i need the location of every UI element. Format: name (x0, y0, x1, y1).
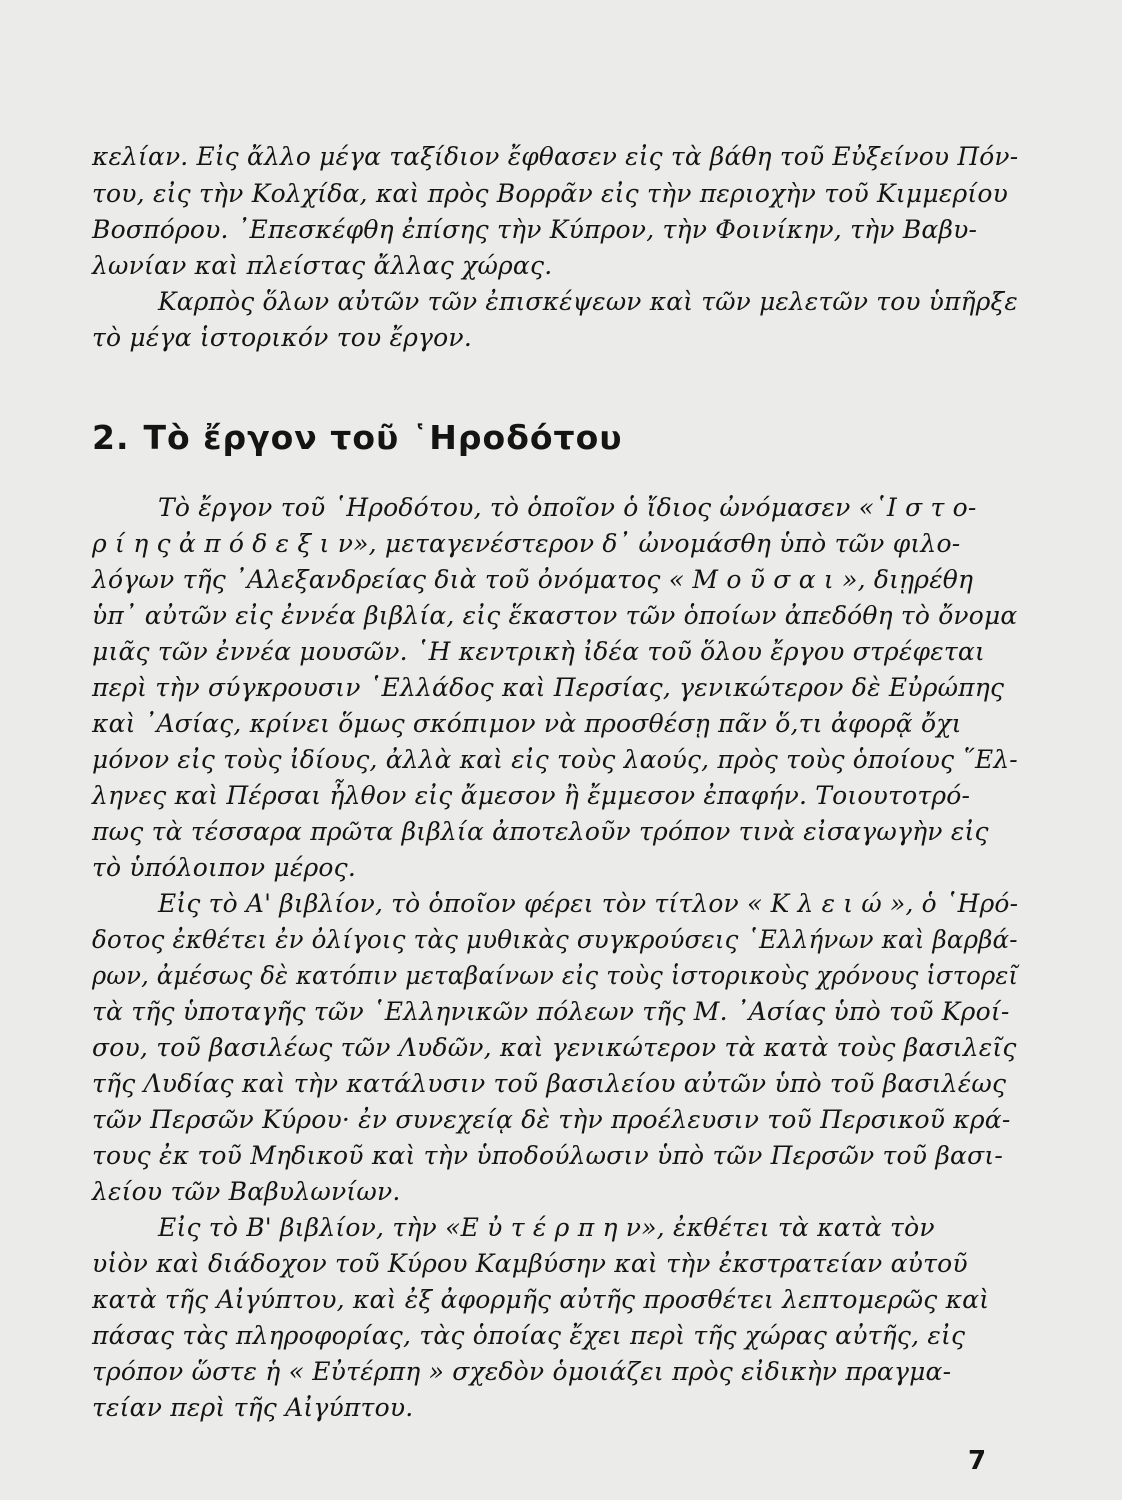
text-line: υἱὸν καὶ διάδοχον τοῦ Κύρου Καμβύσην καὶ τὴν ἐκστρατείαν αὐτοῦ (92, 1249, 968, 1278)
text-line: Εἰς τὸ Β' βιβλίον, τὴν «Ε ὐ τ έ ρ π η ν», ἐκθέτει τὰ κατὰ τὸν (158, 1213, 935, 1242)
text-line: πάσας τὰς πληροφορίας, τὰς ὁποίας ἔχει περὶ τῆς χώρας αὐτῆς, εἰς (92, 1321, 966, 1350)
text-line: καὶ ᾿Ασίας, κρίνει ὅμως σκόπιμον νὰ προσθέσῃ πᾶν ὅ,τι ἀφορᾷ ὄχι (92, 709, 962, 738)
text-line: τῆς Λυδίας καὶ τὴν κατάλυσιν τοῦ βασιλείου αὐτῶν ὑπὸ τοῦ βασιλέως (92, 1069, 1007, 1098)
text-line: Τὸ ἔργον τοῦ ῾Ηροδότου, τὸ ὁποῖον ὁ ἴδιος ὠνόμασεν «῾Ι σ τ ο- (158, 493, 977, 522)
text-line: Καρπὸς ὅλων αὐτῶν τῶν ἐπισκέψεων καὶ τῶν μελετῶν του ὑπῆρξε (158, 287, 1018, 316)
text-line: λωνίαν καὶ πλείστας ἄλλας χώρας. (92, 251, 553, 280)
text-line: κατὰ τῆς Αἰγύπτου, καὶ ἐξ ἀφορμῆς αὐτῆς προσθέτει λεπτομερῶς καὶ (92, 1285, 990, 1314)
text-line: λόγων τῆς ᾿Αλεξανδρείας διὰ τοῦ ὀνόματος « Μ ο ῦ σ α ι », διῃρέθη (92, 565, 974, 594)
text-line: περὶ τὴν σύγκρουσιν ῾Ελλάδος καὶ Περσίας, γενικώτερον δὲ Εὐρώπης (92, 673, 1005, 702)
text-line: λείου τῶν Βαβυλωνίων. (92, 1177, 401, 1206)
section-title: Τὸ ἔργον τοῦ ῾Ηροδότου (143, 418, 623, 457)
text-line: μόνον εἰς τοὺς ἰδίους, ἀλλὰ καὶ εἰς τοὺς λαούς, πρὸς τοὺς ὁποίους ῞Ελ- (92, 745, 1018, 774)
section-heading (92, 418, 623, 458)
text-line: τὸ μέγα ἱστορικόν του ἔργον. (92, 323, 472, 352)
text-line: τείαν περὶ τῆς Αἰγύπτου. (92, 1393, 414, 1422)
text-line: ρ ί η ς ἀ π ό δ ε ξ ι ν», μεταγενέστερον δ᾿ ὠνομάσθη ὑπὸ τῶν φιλο- (92, 529, 961, 558)
text-line: τους ἐκ τοῦ Μηδικοῦ καὶ τὴν ὑποδούλωσιν ὑπὸ τῶν Περσῶν τοῦ βασι- (92, 1141, 1004, 1170)
text-line: ὑπ᾿ αὐτῶν εἰς ἐννέα βιβλία, εἰς ἕκαστον τῶν ὁποίων ἀπεδόθη τὸ ὄνομα (92, 601, 1018, 630)
text-line: τὸ ὑπόλοιπον μέρος. (92, 853, 356, 882)
text-line: ρων, ἀμέσως δὲ κατόπιν μεταβαίνων εἰς τοὺς ἱστορικοὺς χρόνους ἱστορεῖ (92, 961, 1019, 990)
text-line: Εἰς τὸ Α' βιβλίον, τὸ ὁποῖον φέρει τὸν τίτλον « Κ λ ε ι ώ », ὁ ῾Ηρό- (158, 889, 1019, 918)
text-line: Βοσπόρου. ᾿Επεσκέφθη ἐπίσης τὴν Κύπρον, τὴν Φοινίκην, τὴν Βαβυ- (92, 215, 978, 244)
text-line: τὰ τῆς ὑποταγῆς τῶν ῾Ελληνικῶν πόλεων τῆς Μ. ᾿Ασίας ὑπὸ τοῦ Κροί- (92, 997, 1010, 1026)
section-number: 2. (92, 418, 130, 457)
text-line: τρόπον ὥστε ἡ « Εὐτέρπη » σχεδὸν ὁμοιάζει πρὸς εἰδικὴν πραγμα- (92, 1357, 952, 1386)
text-line: πως τὰ τέσσαρα πρῶτα βιβλία ἀποτελοῦν τρόπον τινὰ εἰσαγωγὴν εἰς (92, 817, 989, 846)
text-line: ληνες καὶ Πέρσαι ἦλθον εἰς ἄμεσον ἢ ἔμμεσον ἐπαφήν. Τοιουτοτρό- (92, 781, 971, 810)
text-line: του, εἰς τὴν Κολχίδα, καὶ πρὸς Βορρᾶν εἰς τὴν περιοχὴν τοῦ Κιμμερίου (92, 179, 1008, 208)
page-number: 7 (968, 1446, 987, 1476)
text-line: σου, τοῦ βασιλέως τῶν Λυδῶν, καὶ γενικώτερον τὰ κατὰ τοὺς βασιλεῖς (92, 1033, 1017, 1062)
text-line: δοτος ἐκθέτει ἐν ὀλίγοις τὰς μυθικὰς συγκρούσεις ῾Ελλήνων καὶ βαρβά- (92, 925, 1018, 954)
text-line: τῶν Περσῶν Κύρου· ἐν συνεχείᾳ δὲ τὴν προέλευσιν τοῦ Περσικοῦ κρά- (92, 1105, 1011, 1134)
text-line: μιᾶς τῶν ἐννέα μουσῶν. ῾Η κεντρικὴ ἰδέα τοῦ ὅλου ἔργου στρέφεται (92, 637, 985, 666)
text-line: κελίαν. Εἰς ἄλλο μέγα ταξίδιον ἔφθασεν εἰς τὰ βάθη τοῦ Εὐξείνου Πόν- (92, 142, 1019, 171)
